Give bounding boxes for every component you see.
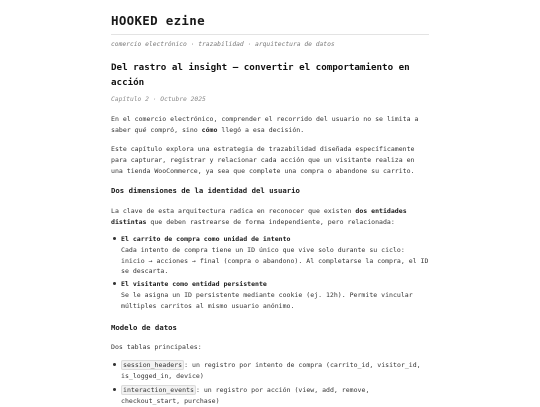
bullet-icon [113, 363, 116, 366]
intro-emphasis: qué [134, 125, 147, 134]
header-divider [111, 34, 429, 35]
list-item-text: Se le asigna un ID persistente mediante cookie (ej. 12h). Permite vincular múltiples carritos al mismo usuario anónimo. [121, 290, 413, 310]
article-title: Del rastro al insight — convertir el comportamiento en acción [111, 62, 410, 88]
lead-text: La clave de esta arquitectura radica en reconocer que existen [111, 207, 356, 215]
intro-strong: cómo [201, 125, 218, 134]
intro-text: En el comercio electrónico, comprender el recorrido del usuario no se limita a saber [111, 115, 419, 134]
list-item-body [121, 360, 429, 382]
table-description: : un registro por acción (view, add, remove, checkout_start, purchase) [121, 386, 370, 405]
article-meta: Capítulo 2 · Octubre 2025 [111, 96, 206, 103]
intro-text: compró, sino [146, 125, 202, 134]
list-item-body [121, 234, 429, 277]
bullet-icon [113, 388, 116, 391]
bullet-icon [113, 282, 116, 285]
list-item-title: El visitante como entidad persistente [121, 280, 267, 288]
code-table-name: session_headers [123, 361, 183, 369]
lead-text: que deben rastrearse de forma independiente, pero relacionada: [146, 217, 395, 226]
site-tagline: comercio electrónico · trazabilidad · arquitectura de datos [111, 41, 335, 48]
section-heading-data-model: Modelo de datos [111, 323, 177, 332]
list-item-text: Cada intento de compra tiene un ID único que vive solo durante su ciclo: inicio → acciones → final (compra o abandono). Al completarse la compra, el ID se descarta. [121, 245, 429, 276]
section-heading-identity: Dos dimensiones de la identidad del usuario [111, 186, 300, 195]
section-lead [111, 206, 429, 228]
bullet-icon [113, 237, 116, 240]
site-title[interactable]: HOOKED ezine [111, 13, 205, 28]
table-description: : un registro por intento de compra (carrito_id, visitor_id, is_logged_in, device) [121, 361, 421, 380]
body-paragraph: Este capítulo explora una estrategia de trazabilidad diseñada específicamente para capturar, registrar y relacionar cada acción que un visitante realiza en una tienda WooCommerce, ya sea que complete una compra o abandone su carrito. [111, 145, 415, 175]
code-table-name: interaction_events [123, 386, 194, 394]
list-item-body [121, 279, 429, 311]
intro-paragraph [111, 114, 429, 136]
section-lead: Dos tablas principales: [111, 343, 202, 351]
lead-strong: dos entidades distintas [111, 207, 407, 226]
intro-text: llegó a esa decisión. [217, 125, 305, 134]
list-item-title: El carrito de compra como unidad de intento [121, 235, 291, 243]
list-item-body [121, 385, 429, 407]
